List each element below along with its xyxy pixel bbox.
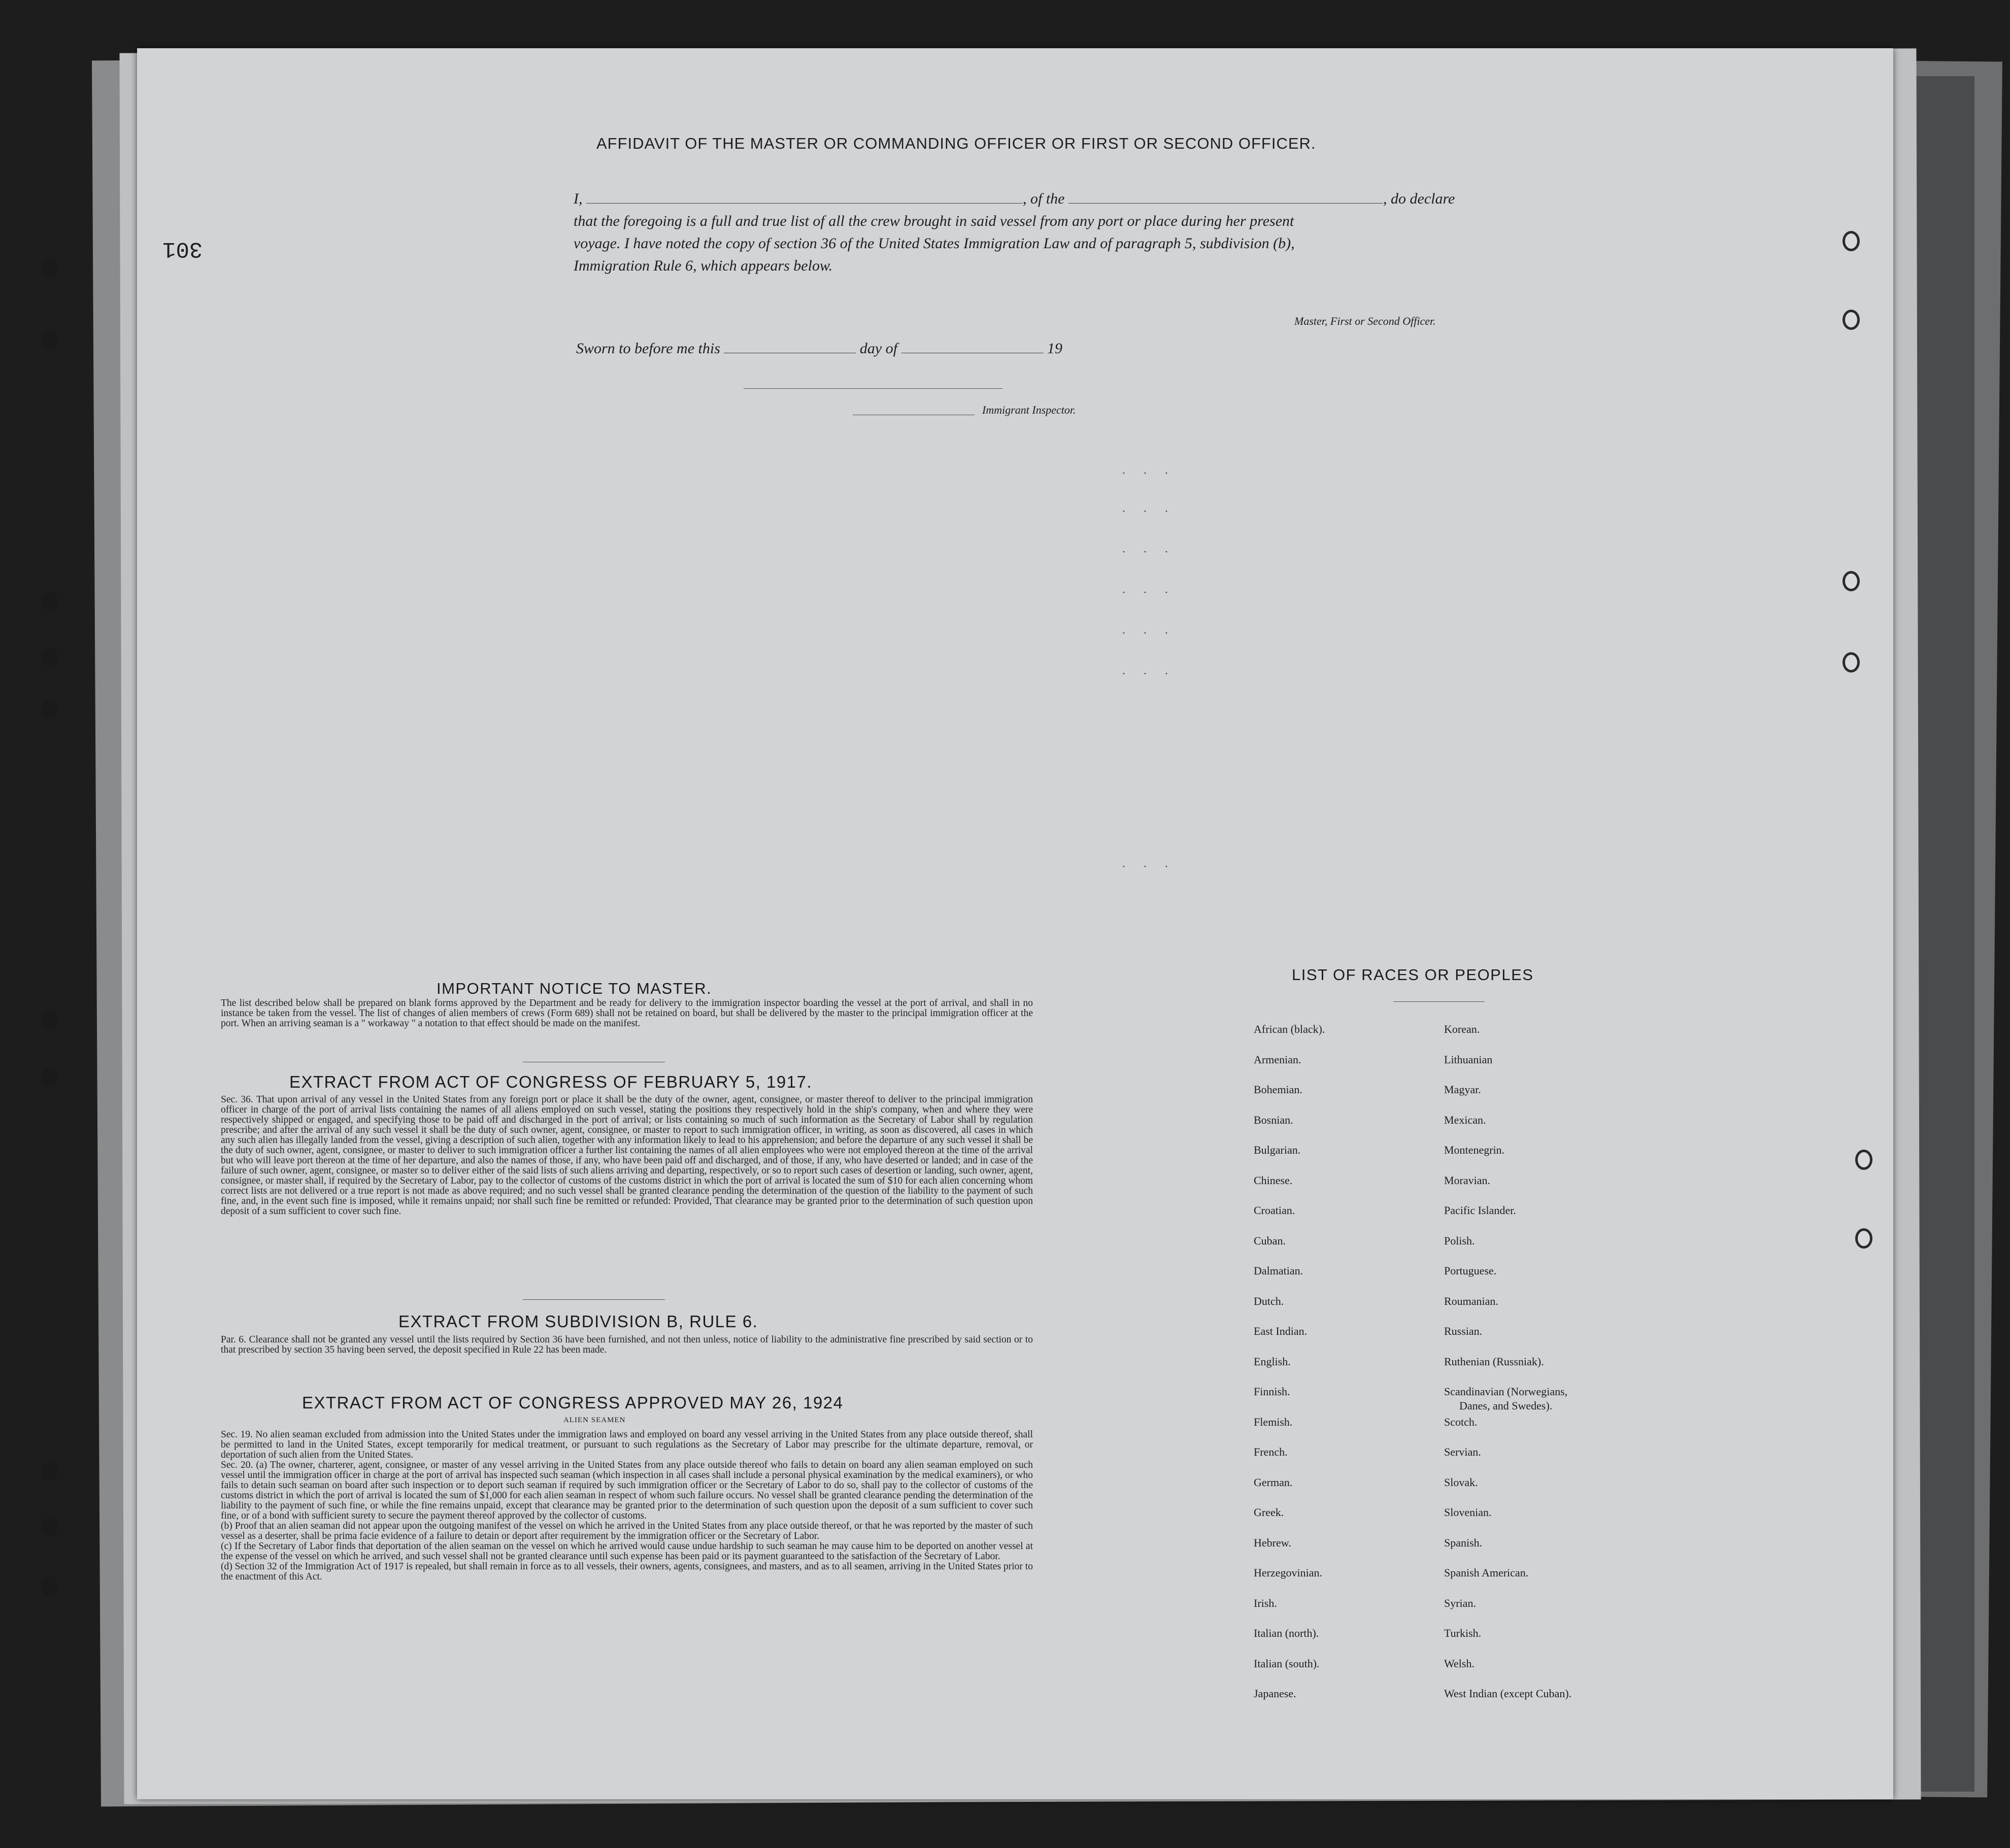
race-list-item: West Indian (except Cuban).: [1444, 1687, 1572, 1700]
race-list-item: Moravian.: [1444, 1173, 1491, 1187]
race-list-item: Croatian.: [1254, 1204, 1295, 1217]
race-list-item: Turkish.: [1444, 1627, 1482, 1639]
dot-marks: · · ·: [1122, 546, 1176, 559]
race-list-item: Bosnian.: [1254, 1113, 1293, 1126]
dot-marks: · · ·: [1122, 627, 1176, 640]
race-list-item: Spanish American.: [1444, 1566, 1529, 1579]
day-of-label: day of: [859, 340, 898, 357]
race-list-item: Armenian.: [1254, 1053, 1301, 1066]
race-list-item: Japanese.: [1254, 1687, 1296, 1700]
year-label: 19: [1047, 340, 1063, 357]
ring-hole-icon: [1855, 1150, 1872, 1170]
race-list-item: Pacific Islander.: [1444, 1204, 1516, 1217]
ring-hole-icon: [1842, 571, 1860, 591]
ring-hole-icon: [1855, 1228, 1872, 1249]
race-list-item: Dalmatian.: [1254, 1264, 1303, 1277]
affidavit-line-4: Immigration Rule 6, which appears below.: [574, 257, 833, 274]
master-signature-label: Master, First or Second Officer.: [1294, 315, 1436, 327]
inspector-label: Immigrant Inspector.: [982, 404, 1076, 416]
sworn-day-blank[interactable]: [724, 352, 856, 353]
punch-hole-icon: [41, 1576, 58, 1595]
race-list-item: Portuguese.: [1444, 1264, 1497, 1277]
punch-hole-icon: [41, 700, 58, 720]
race-list-item: Cuban.: [1254, 1234, 1286, 1247]
punch-hole-icon: [41, 330, 58, 349]
i-label: I,: [574, 190, 583, 207]
race-list-item: Bulgarian.: [1254, 1144, 1301, 1156]
punch-hole-icon: [41, 1010, 58, 1029]
race-list-item: Polish.: [1444, 1234, 1475, 1247]
race-list-item: Mexican.: [1444, 1113, 1486, 1126]
punch-hole-icon: [41, 1518, 58, 1537]
notice-text: The list described below shall be prepared on blank forms approved by the Department and be ready for delivery to the immigration inspector boarding the vessel at the port of arrival, and shall in no instance be taken from the vessel. The list of changes of alien members of crews (Form 689) shall not be retained on board, but shall be delivered by the master to the principal immigration officer at the port. When an arriving seaman is a " workaway " a notation to that effect should be made on the manifest.: [221, 998, 1033, 1029]
sec-20b-text: (b) Proof that an alien seaman did not appear upon the outgoing manifest of the vessel on which he arrived in the United States from any place outside thereof, or that he was reported by the master of such vessel as a deserter, shall be prima facie evidence of a failure to detain or deport after requirement by the immigration officer or the Secretary of Labor.: [221, 1521, 1033, 1541]
race-list-item: Scotch.: [1444, 1415, 1478, 1428]
sworn-line: [576, 338, 1062, 360]
race-list-item: Irish.: [1254, 1596, 1277, 1609]
document-page: [137, 48, 1893, 1799]
race-list-item: Magyar.: [1444, 1083, 1481, 1096]
race-list-item: Finnish.: [1254, 1385, 1290, 1398]
race-list-item: English.: [1254, 1355, 1291, 1368]
extract-1924-title: EXTRACT FROM ACT OF CONGRESS APPROVED MAY 26, 1924: [302, 1393, 844, 1412]
dot-marks: · · ·: [1122, 586, 1176, 599]
sworn-label: Sworn to before me this: [576, 340, 720, 357]
affidavit-line-2: that the foregoing is a full and true list of all the crew brought in said vessel from any port or place during her present: [574, 213, 1294, 229]
punch-hole-icon: [41, 591, 58, 611]
race-list-item: Danes, and Swedes).: [1459, 1399, 1553, 1412]
race-list-item: Bohemian.: [1254, 1083, 1302, 1096]
dot-marks: · · ·: [1122, 467, 1176, 480]
do-declare-label: , do declare: [1383, 190, 1455, 207]
ring-hole-icon: [1842, 310, 1860, 330]
race-list-item: Scandinavian (Norwegians,: [1444, 1385, 1568, 1398]
rule-6-text: Par. 6. Clearance shall not be granted any vessel until the lists required by Section 36 have been furnished, and not then unless, notice of liability to the administrative fine prescribed by said section or to that prescribed by section 35 having been served, the deposit specified in Rule 22 has been made.: [221, 1334, 1033, 1355]
sec-20c-text: (c) If the Secretary of Labor finds that deportation of the alien seaman on the vessel on which he arrived would cause undue hardship to such seaman he may cause him to be deported on another vessel at the expense of the vessel on which he arrived, and such vessel shall not be granted clearance until such expense has been paid or its payment guaranteed to the satisfaction of the Secretary of Labor.: [221, 1541, 1033, 1562]
race-list-item: Spanish.: [1444, 1536, 1483, 1549]
race-list-item: Roumanian.: [1444, 1294, 1498, 1307]
race-list-item: Slovenian.: [1444, 1506, 1492, 1519]
affidavit-text: [574, 188, 1665, 277]
punch-hole-icon: [41, 1462, 58, 1481]
extract-1917-text: Sec. 36. That upon arrival of any vessel in the United States from any foreign port or place it shall be the duty of the owner, agent, consignee, or master thereof to deliver to the principal immigration officer in charge of the port of arrival lists containing the names of all aliens employed on such vessel, stating the positions they respectively hold in the ship's company, when and where they were respectively shipped or engaged, and specifying those to be paid off and discharged in the port of arrival; or lists containing so much of such information as the Secretary of Labor shall by regulation prescribe; and after the arrival of any such vessel it shall be the duty of such owner, agent, consignee, or master to report to such immigration officer, in writing, as soon as discovered, all cases in which any such alien has illegally landed from the vessel, giving a description of such alien, together with any information likely to lead to his apprehension; and before the departure of any such vessel it shall be the duty of such owner, agent, consignee, or master to deliver to such immigration officer a further list containing the names of all alien employees who were not employed thereon at the time of the arrival but who will leave port thereon at the time of her departure, and also the names of those, if any, who have been paid off and discharged, and of those, if any, who have deserted or landed; and in case of the failure of such owner, agent, consignee, or master so to deliver either of the said lists of such aliens arriving and departing, respectively, or so to report such cases of desertion or landing, such owner, agent, consignee, or master shall, if required by the Secretary of Labor, pay to the collector of customs of the customs district in which the port of arrival is located the sum of $10 for each alien concerning whom correct lists are not delivered or a true report is not made as above required; and no such vessel shall be granted clearance pending the determination of the question of the liability to the payment of such fine, and, in the event such fine is imposed, while it remains unpaid; nor shall such fine be remitted or refunded: Provided, That clearance may be granted prior to the determination of such question upon deposit of a sum sufficient to cover such fine.: [221, 1094, 1033, 1217]
races-right-column: [1444, 1023, 1698, 1784]
name-blank[interactable]: [586, 203, 1023, 204]
vessel-blank[interactable]: [1068, 203, 1383, 204]
divider: [523, 1299, 665, 1300]
sec-20d-text: (d) Section 32 of the Immigration Act of 1917 is repealed, but shall remain in force as to all vessels, their owners, agents, consignees, and masters, and as to all seamen, arriving in the United States prior to the enactment of this Act.: [221, 1561, 1033, 1582]
rule-6-title: EXTRACT FROM SUBDIVISION B, RULE 6.: [398, 1312, 758, 1331]
dot-marks: · · ·: [1122, 860, 1176, 873]
extract-1924-text: [221, 1430, 1033, 1582]
race-list-item: Greek.: [1254, 1506, 1284, 1519]
sworn-month-blank[interactable]: [901, 352, 1044, 353]
notice-title: IMPORTANT NOTICE TO MASTER.: [437, 980, 712, 997]
race-list-item: Italian (south).: [1254, 1657, 1320, 1670]
race-list-item: Herzegovinian.: [1254, 1566, 1322, 1579]
sec-20a-text: Sec. 20. (a) The owner, charterer, agent, consignee, or master of any vessel arriving in the United States from any place outside thereof who fails to detain on board any alien seaman employed on such vessel until the immigration officer in charge at the port of arrival has inspected such seaman (which inspection in all cases shall include a personal physical examination by the medical examiners), or who fails to detain such seaman on board after such inspection or to deport such seaman if required by such immigration officer or the Secretary of Labor to do so, shall pay to the collector of customs of the customs district in which the port of arrival is located the sum of $1,000 for each alien seaman in respect of whom such failure occurs. No vessel shall be granted clearance pending the determination of the liability to the payment of such fine, or while the fine remains unpaid, except that clearance may be granted prior to the determination of such question upon the deposit of a sum sufficient to cover such fine, or of a bond with sufficient surety to secure the payment thereof approved by the collector of customs.: [221, 1460, 1033, 1521]
divider: [1393, 1001, 1485, 1002]
punch-hole-icon: [41, 647, 58, 666]
race-list-item: Ruthenian (Russniak).: [1444, 1355, 1544, 1368]
punch-hole-icon: [41, 259, 58, 278]
race-list-item: German.: [1254, 1475, 1293, 1489]
race-list-item: East Indian.: [1254, 1325, 1308, 1337]
race-list-item: Montenegrin.: [1444, 1144, 1505, 1156]
page-number: 301: [162, 236, 203, 261]
race-list-item: Chinese.: [1254, 1173, 1293, 1187]
race-list-item: Korean.: [1444, 1023, 1480, 1035]
race-list-item: Hebrew.: [1254, 1536, 1291, 1549]
punch-hole-icon: [41, 1068, 58, 1088]
race-list-item: French.: [1254, 1446, 1288, 1458]
races-left-column: [1254, 1023, 1457, 1784]
dot-marks: · · ·: [1122, 505, 1176, 518]
race-list-item: Welsh.: [1444, 1657, 1475, 1670]
signature-line: [744, 388, 1002, 389]
alien-seamen-subtitle: ALIEN SEAMEN: [563, 1416, 626, 1424]
race-list-item: Servian.: [1444, 1446, 1481, 1458]
race-list-item: Flemish.: [1254, 1415, 1293, 1428]
race-list-item: Syrian.: [1444, 1596, 1476, 1609]
sec-19-text: Sec. 19. No alien seaman excluded from admission into the United States under the immigration laws and employed on board any vessel arriving in the United States from any place outside thereof, shall be permitted to land in the United States, except temporarily for medical treatment, or pursuant to such regulations as the Secretary of Labor may prescribe for the ultimate departure, removal, or deportation of such alien from the United States.: [221, 1429, 1033, 1460]
ring-hole-icon: [1842, 652, 1860, 673]
affidavit-line-3: voyage. I have noted the copy of section 36 of the United States Immigration Law and of paragraph 5, subdivision (b),: [574, 235, 1295, 252]
race-list-item: Slovak.: [1444, 1475, 1478, 1489]
race-list-item: Dutch.: [1254, 1294, 1284, 1307]
race-list-item: Lithuanian: [1444, 1053, 1493, 1066]
dot-marks: · · ·: [1122, 667, 1176, 681]
race-list-item: African (black).: [1254, 1023, 1325, 1035]
race-list-item: Russian.: [1444, 1325, 1483, 1337]
affidavit-title: AFFIDAVIT OF THE MASTER OR COMMANDING OFFICER OR FIRST OR SECOND OFFICER.: [596, 135, 1316, 152]
races-title: LIST OF RACES OR PEOPLES: [1292, 966, 1534, 984]
extract-1917-title: EXTRACT FROM ACT OF CONGRESS OF FEBRUARY 5, 1917.: [289, 1072, 813, 1091]
of-the-label: , of the: [1023, 190, 1065, 207]
race-list-item: Italian (north).: [1254, 1627, 1319, 1639]
ring-hole-icon: [1842, 231, 1860, 251]
